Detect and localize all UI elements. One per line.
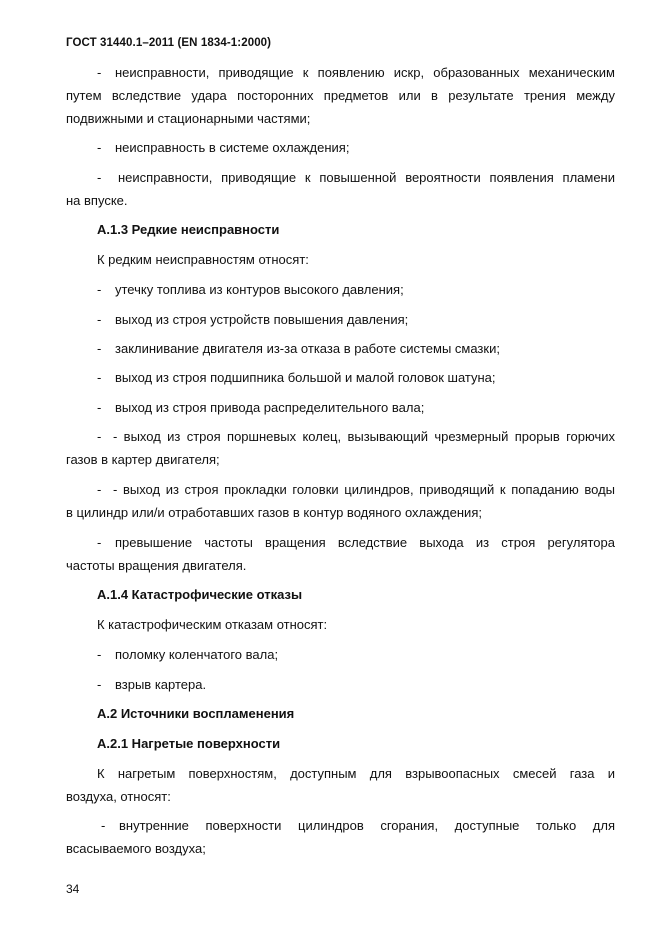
list-item-line: подвижными и стационарными частями; — [66, 111, 311, 126]
list-item-line: утечку топлива из контуров высокого давления; — [115, 282, 404, 297]
list-bullet: - — [97, 370, 102, 385]
list-bullet: - — [97, 647, 102, 662]
list-bullet: - — [97, 282, 102, 297]
list-bullet: - — [97, 140, 102, 155]
list-bullet: - — [97, 65, 102, 80]
list-item-line: неисправности, приводящие к появлению искр, образованных механическим — [115, 65, 615, 80]
list-bullet: - — [97, 312, 102, 327]
section-heading: А.1.4 Катастрофические отказы — [97, 587, 303, 602]
list-item-line: в цилиндр или/и отработавших газов в контур водяного охлаждения; — [66, 505, 482, 520]
list-item-line: выход из строя устройств повышения давления; — [115, 312, 409, 327]
list-item-line: поломку коленчатого вала; — [115, 647, 279, 662]
section-heading: А.2 Источники воспламенения — [97, 706, 295, 721]
list-bullet: - — [97, 535, 102, 550]
list-item-line: выход из строя привода распределительного вала; — [115, 400, 425, 415]
page-number: 34 — [66, 882, 80, 896]
document-header: ГОСТ 31440.1–2011 (EN 1834-1:2000) — [66, 37, 272, 49]
list-item-line: заклинивание двигателя из-за отказа в работе системы смазки; — [115, 341, 500, 356]
list-item-line: - выход из строя поршневых колец, вызывающий чрезмерный прорыв горючих — [113, 429, 615, 444]
list-item-line: на впуске. — [66, 193, 128, 208]
list-bullet: - — [97, 429, 102, 444]
list-item-line: превышение частоты вращения вследствие выхода из строя регулятора — [115, 535, 615, 550]
paragraph: К редким неисправностям относят: — [97, 252, 309, 267]
list-item-line: - выход из строя прокладки головки цилиндров, приводящий к попаданию воды — [113, 482, 615, 497]
section-heading: А.2.1 Нагретые поверхности — [97, 736, 281, 751]
list-bullet: - — [97, 170, 102, 185]
section-heading: А.1.3 Редкие неисправности — [97, 222, 280, 237]
list-bullet: - — [97, 677, 102, 692]
list-item-line: выход из строя подшипника большой и малой головок шатуна; — [115, 370, 496, 385]
list-bullet: - — [97, 482, 102, 497]
list-item-line: внутренние поверхности цилиндров сгорания, доступные только для — [119, 818, 615, 833]
list-bullet: - — [101, 818, 106, 833]
list-item-line: частоты вращения двигателя. — [66, 558, 247, 573]
paragraph: К катастрофическим отказам относят: — [97, 617, 328, 632]
list-bullet: - — [97, 400, 102, 415]
paragraph: К нагретым поверхностям, доступным для взрывоопасных смесей газа и — [97, 766, 615, 781]
list-item-line: неисправность в системе охлаждения; — [115, 140, 350, 155]
list-item-line: всасываемого воздуха; — [66, 841, 206, 856]
list-item-line: газов в картер двигателя; — [66, 452, 220, 467]
list-bullet: - — [97, 341, 102, 356]
paragraph: воздуха, относят: — [66, 789, 171, 804]
list-item-line: неисправности, приводящие к повышенной вероятности появления пламени — [118, 170, 615, 185]
list-item-line: путем вследствие удара посторонних предметов или в результате трения между — [66, 88, 615, 103]
list-item-line: взрыв картера. — [115, 677, 207, 692]
